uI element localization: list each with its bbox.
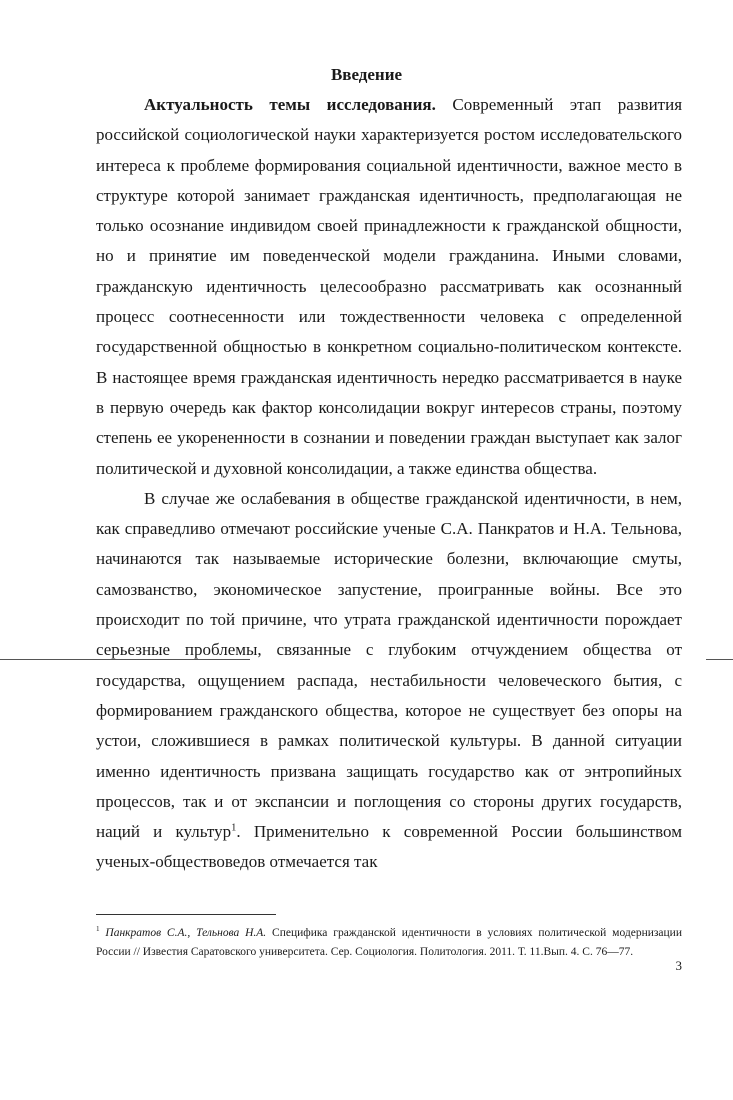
paragraph-1-lead: Актуальность темы исследования. xyxy=(144,95,436,114)
footnote-text: Специфика гражданской идентичности в условиях политической модернизации России // Известия Саратовского университета. Сер. Социология. Политология. 2011. Т. 11.Вып. 4. С. 76—77. xyxy=(96,927,682,958)
footnote-marker: 1 xyxy=(96,925,100,934)
footnote-authors: Панкратов С.А., Тельнова Н.А. xyxy=(105,927,267,939)
paragraph-1-text: Современный этап развития российской социологической науки характеризуется ростом исследовательского интереса к проблеме формирования социальной идентичности, важное место в структуре которой занимает гражданская идентичность, предполагающая не только осознание индивидом своей принадлежности к гражданской общности, но и принятие им поведенческой модели гражданина. Иными словами, гражданскую идентичность целесообразно рассматривать как осознанный процесс соотнесенности или тождественности человека с определенной государственной общностью в конкретном социально-политическом контексте. В настоящее время гражданская идентичность нередко рассматривается в науке в первую очередь как фактор консолидации вокруг интересов страны, поэтому степень ее укорененности в сознании и поведении граждан выступает как залог политической и духовной консолидации, а также единства общества. xyxy=(96,95,683,478)
paragraph-2 xyxy=(96,484,682,878)
footnote xyxy=(96,924,682,962)
paragraph-2-text-end: . Применительно к современной России большинством ученых-обществоведов отмечается так xyxy=(96,822,682,872)
page-title: Введение xyxy=(330,65,403,84)
paragraph-1 xyxy=(96,90,682,484)
footnote-separator xyxy=(96,914,276,915)
page-number: 3 xyxy=(675,958,682,973)
body-text xyxy=(96,90,682,878)
footnote-reference: 1 xyxy=(231,822,237,834)
paragraph-2-text-start: В случае же ослабевания в обществе гражданской идентичности, в нем, как справедливо отмечают российские ученые С.А. Панкратов и Н.А. Тельнова, начинаются так называемые исторические болезни, включающие смуты, самозванство, экономическое запустение, проигранные войны. Все это происходит по той причине, что утрата гражданской идентичности порождает серьезные проблемы, связанные с глубоким отчуждением общества от государства, ощущением распада, нестабильности человеческого бытия, с формированием гражданского общества, которое не существует без опоры на устои, сложившиеся в рамках политической культуры. В данной ситуации именно идентичность призвана защищать государство как от энтропийных процессов, так и от экспансии и поглощения со стороны других государств, наций и культур xyxy=(96,488,682,842)
scan-artifact-line-left xyxy=(0,659,250,660)
scan-artifact-line-right xyxy=(706,659,733,660)
